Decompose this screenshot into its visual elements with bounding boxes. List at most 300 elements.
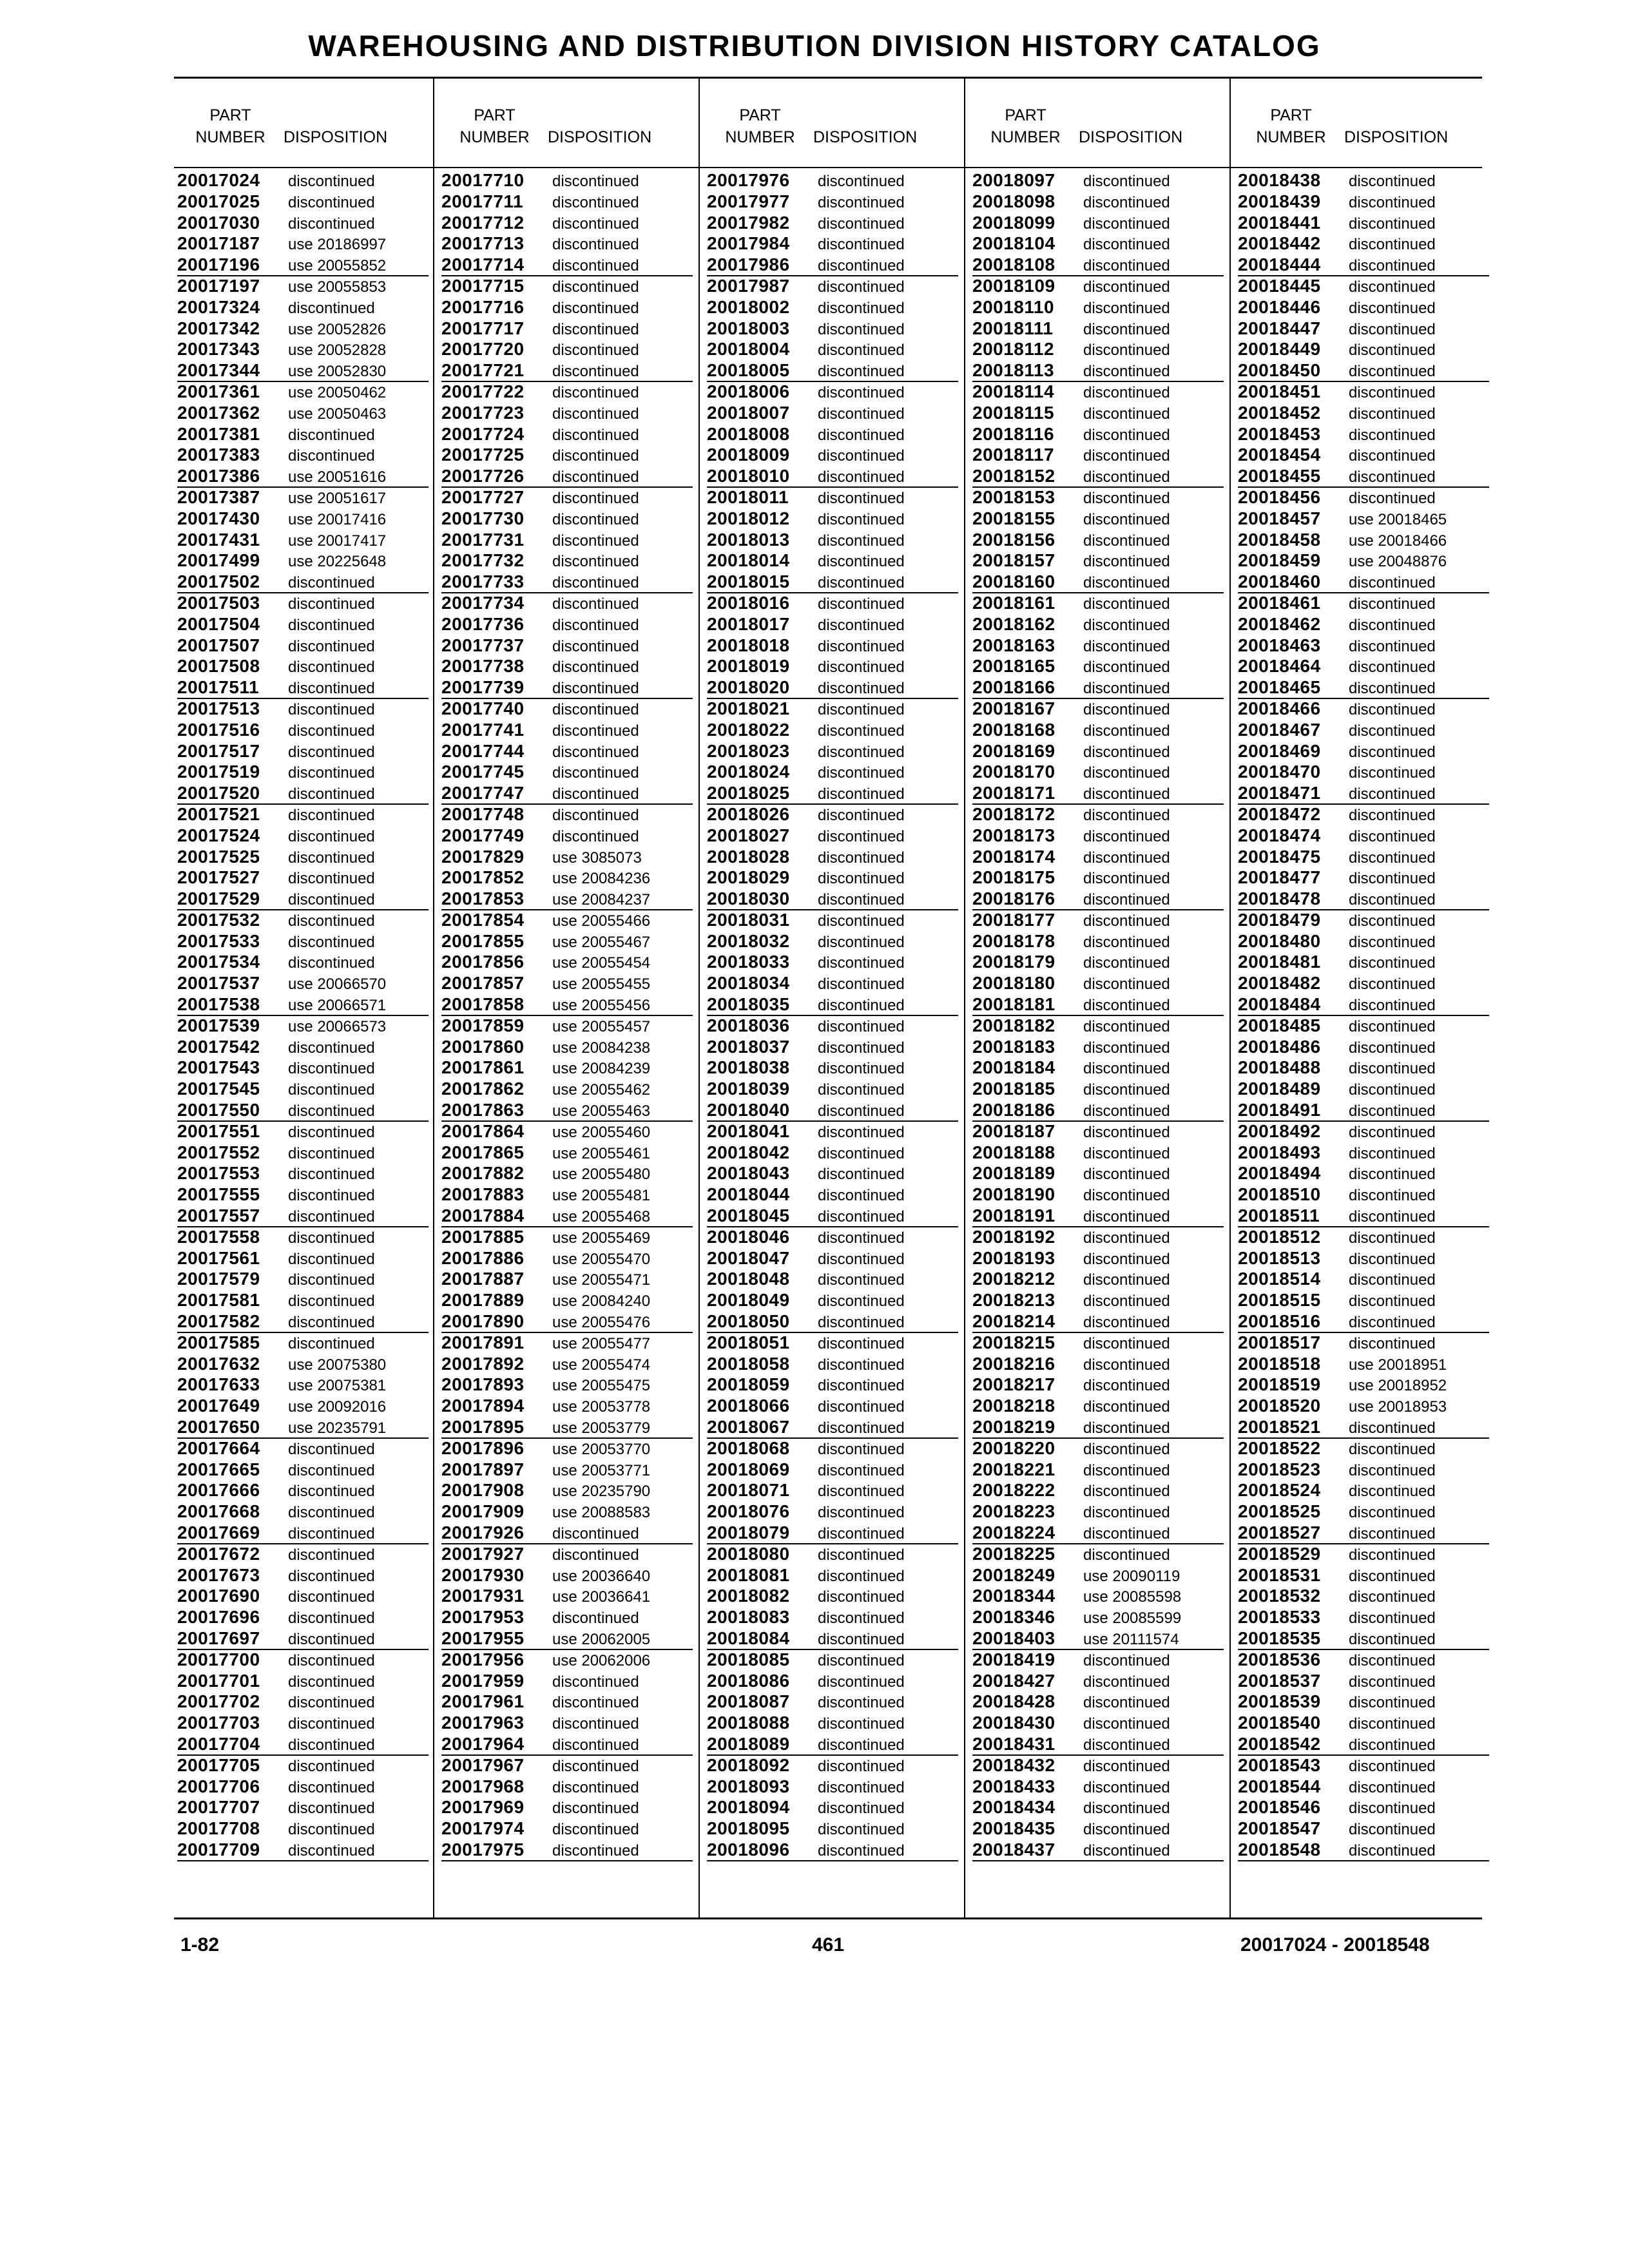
disposition-header: DISPOSITION: [1079, 128, 1183, 146]
part-number: 20018536: [1238, 1649, 1321, 1669]
part-number: 20017891: [441, 1332, 525, 1352]
disposition: discontinued: [1083, 1800, 1170, 1818]
catalog-row: [441, 742, 693, 763]
catalog-row: [177, 1692, 429, 1713]
part-number: 20017539: [177, 1015, 260, 1035]
part-number: 20017585: [177, 1332, 260, 1352]
disposition: discontinued: [818, 1334, 905, 1352]
disposition-header: DISPOSITION: [548, 128, 652, 146]
part-number: 20017956: [441, 1649, 525, 1669]
catalog-row: [1238, 1164, 1489, 1185]
part-number: 20017704: [177, 1733, 260, 1754]
part-number: 20018524: [1238, 1480, 1321, 1501]
catalog-row: [972, 551, 1224, 572]
disposition: discontinued: [1349, 891, 1436, 909]
catalog-row: [707, 657, 958, 678]
part-number: 20017702: [177, 1691, 260, 1712]
part-number: 20017717: [441, 318, 525, 338]
catalog-row: [1238, 1058, 1489, 1079]
catalog-row: [1238, 910, 1489, 932]
disposition: discontinued: [1349, 1841, 1436, 1860]
catalog-row: [441, 1354, 693, 1376]
catalog-row: [707, 762, 958, 783]
part-number: 20018076: [707, 1501, 790, 1522]
disposition: discontinued: [288, 891, 375, 909]
catalog-row: [707, 1143, 958, 1164]
catalog-row: [972, 509, 1224, 530]
catalog-row: [972, 657, 1224, 678]
disposition: use 20055474: [552, 1356, 651, 1374]
disposition: discontinued: [552, 743, 639, 761]
part-number: 20017969: [441, 1797, 525, 1818]
part-number: 20018160: [972, 572, 1055, 592]
disposition: discontinued: [1349, 1651, 1436, 1669]
catalog-row: [1238, 1460, 1489, 1481]
disposition: discontinued: [818, 722, 905, 740]
disposition: discontinued: [818, 510, 905, 528]
catalog-row: [972, 1058, 1224, 1079]
disposition: discontinued: [1083, 1736, 1170, 1754]
part-number: 20017721: [441, 360, 525, 381]
catalog-row: [441, 192, 693, 213]
part-number: 20018171: [972, 783, 1055, 803]
disposition: discontinued: [1349, 1778, 1436, 1796]
part-number: 20018517: [1238, 1332, 1321, 1352]
catalog-row: [441, 171, 693, 192]
catalog-row: [177, 1523, 429, 1544]
disposition: discontinued: [818, 1166, 905, 1184]
part-number: 20018435: [972, 1818, 1055, 1839]
part-number: 20018432: [972, 1754, 1055, 1775]
disposition: discontinued: [552, 510, 639, 528]
part-number: 20017984: [707, 233, 790, 254]
disposition: discontinued: [1083, 785, 1170, 803]
part-number: 20018186: [972, 1100, 1055, 1120]
catalog-row: [177, 1777, 429, 1798]
disposition: discontinued: [818, 1102, 905, 1120]
catalog-row: [972, 255, 1224, 276]
part-number: 20018492: [1238, 1120, 1321, 1141]
disposition: discontinued: [1349, 1757, 1436, 1775]
disposition: discontinued: [818, 1630, 905, 1648]
part-number: 20017525: [177, 846, 260, 867]
catalog-row: [441, 425, 693, 446]
part-number: 20018177: [972, 909, 1055, 930]
catalog-row: [177, 952, 429, 974]
disposition: use 20018953: [1349, 1398, 1447, 1416]
part-number: 20018163: [972, 635, 1055, 655]
part-number: 20018084: [707, 1628, 790, 1648]
part-number: 20018022: [707, 719, 790, 740]
part-number: 20018543: [1238, 1754, 1321, 1775]
catalog-row: [972, 1777, 1224, 1798]
disposition: discontinued: [818, 616, 905, 634]
part-number: 20017513: [177, 698, 260, 718]
disposition: discontinued: [288, 1821, 375, 1839]
disposition: discontinued: [818, 1250, 905, 1268]
disposition: discontinued: [1083, 997, 1170, 1015]
disposition: discontinued: [818, 954, 905, 972]
disposition: discontinued: [818, 426, 905, 444]
disposition: discontinued: [1349, 1715, 1436, 1733]
disposition: discontinued: [1083, 1778, 1170, 1796]
disposition: discontinued: [818, 320, 905, 338]
catalog-row: [441, 1629, 693, 1650]
part-number: 20018464: [1238, 656, 1321, 677]
disposition: discontinued: [818, 912, 905, 930]
part-number: 20017961: [441, 1691, 525, 1712]
catalog-row: [707, 1333, 958, 1354]
catalog-row: [1238, 1206, 1489, 1227]
disposition: discontinued: [818, 447, 905, 465]
catalog-row: [441, 361, 693, 382]
part-number: 20018214: [972, 1311, 1055, 1332]
disposition: discontinued: [552, 574, 639, 592]
catalog-row: [972, 1079, 1224, 1100]
disposition: use 20055456: [552, 997, 651, 1015]
catalog-row: [177, 1418, 429, 1439]
catalog-row: [177, 1735, 429, 1756]
part-number: 20017894: [441, 1396, 525, 1416]
part-number: 20017697: [177, 1628, 260, 1648]
part-number: 20018437: [972, 1839, 1055, 1860]
disposition: discontinued: [552, 722, 639, 740]
catalog-row: [177, 1798, 429, 1819]
catalog-row: [1238, 974, 1489, 995]
part-number: 20017715: [441, 275, 525, 296]
part-number: 20017861: [441, 1057, 525, 1078]
disposition: use 20017416: [288, 510, 387, 528]
catalog-row: [441, 1671, 693, 1693]
part-number: 20017930: [441, 1564, 525, 1585]
catalog-row: [972, 1249, 1224, 1270]
catalog-row: [1238, 889, 1489, 910]
disposition: discontinued: [1083, 1440, 1170, 1458]
part-number: 20018467: [1238, 719, 1321, 740]
disposition: discontinued: [1349, 1736, 1436, 1754]
catalog-row: [707, 1079, 958, 1100]
disposition: discontinued: [552, 764, 639, 782]
part-number: 20018450: [1238, 360, 1321, 381]
disposition: use 20085598: [1083, 1588, 1182, 1606]
catalog-row: [707, 551, 958, 572]
catalog-row: [1238, 1354, 1489, 1376]
disposition: discontinued: [288, 1736, 375, 1754]
catalog-row: [972, 1312, 1224, 1333]
disposition: discontinued: [1083, 1546, 1170, 1564]
disposition: use 20084240: [552, 1293, 651, 1311]
catalog-row: [1238, 213, 1489, 235]
catalog-row: [1238, 1185, 1489, 1206]
catalog-row: [707, 910, 958, 932]
catalog-row: [177, 805, 429, 826]
disposition: use 20051617: [288, 489, 387, 507]
part-number: 20018058: [707, 1353, 790, 1374]
disposition: use 20055461: [552, 1144, 651, 1162]
catalog-row: [972, 805, 1224, 826]
catalog-row: [972, 1692, 1224, 1713]
part-number: 20017897: [441, 1459, 525, 1479]
catalog-row: [441, 1756, 693, 1777]
part-number: 20018182: [972, 1015, 1055, 1035]
catalog-row: [1238, 340, 1489, 361]
disposition: discontinued: [1349, 236, 1436, 254]
disposition: discontinued: [1349, 954, 1436, 972]
disposition: discontinued: [288, 1081, 375, 1099]
part-number: 20017747: [441, 783, 525, 803]
disposition: discontinued: [552, 173, 639, 190]
disposition: discontinued: [1349, 1314, 1436, 1332]
disposition: discontinued: [1083, 215, 1170, 233]
disposition: discontinued: [1349, 1250, 1436, 1268]
part-number: 20018486: [1238, 1036, 1321, 1057]
part-number: 20018516: [1238, 1311, 1321, 1332]
catalog-row: [1238, 1713, 1489, 1735]
disposition: discontinued: [818, 933, 905, 951]
part-number: 20018036: [707, 1015, 790, 1035]
part-number: 20018109: [972, 275, 1055, 296]
disposition: discontinued: [818, 1017, 905, 1035]
part-number: 20018037: [707, 1036, 790, 1057]
part-number: 20017672: [177, 1543, 260, 1564]
disposition: discontinued: [288, 447, 375, 465]
catalog-row: [972, 995, 1224, 1016]
catalog-row: [177, 255, 429, 276]
disposition: discontinued: [1349, 363, 1436, 381]
catalog-row: [441, 1418, 693, 1439]
disposition: discontinued: [1349, 827, 1436, 845]
part-number: 20017649: [177, 1396, 260, 1416]
disposition: discontinued: [1083, 574, 1170, 592]
part-number: 20017707: [177, 1797, 260, 1818]
part-number: 20018167: [972, 698, 1055, 718]
column-header: [177, 79, 429, 166]
catalog-row: [177, 1840, 429, 1861]
catalog-row: [441, 889, 693, 910]
column-divider: [433, 79, 434, 1919]
disposition: discontinued: [818, 1504, 905, 1522]
disposition: use 20055455: [552, 975, 651, 994]
rows: [972, 171, 1224, 1861]
disposition: use 20050462: [288, 383, 387, 401]
part-number: 20017633: [177, 1374, 260, 1395]
disposition: discontinued: [1083, 1525, 1170, 1542]
catalog-row: [177, 1650, 429, 1671]
part-number: 20018162: [972, 613, 1055, 634]
disposition: discontinued: [552, 595, 639, 613]
part-number: 20017884: [441, 1206, 525, 1226]
part-number: 20018174: [972, 846, 1055, 867]
disposition: use 20090119: [1083, 1567, 1181, 1585]
part-number: 20018104: [972, 233, 1055, 254]
catalog-row: [441, 213, 693, 235]
part-number: 20018546: [1238, 1797, 1321, 1818]
disposition: use 20075381: [288, 1377, 387, 1395]
disposition-header: DISPOSITION: [813, 128, 918, 146]
catalog-row: [707, 805, 958, 826]
disposition: use 20084236: [552, 870, 651, 888]
disposition: discontinued: [288, 1673, 375, 1691]
disposition: use 20088583: [552, 1504, 651, 1522]
catalog-row: [441, 1037, 693, 1059]
catalog-row: [177, 593, 429, 615]
part-number: 20018117: [972, 445, 1055, 465]
part-number: 20018452: [1238, 402, 1321, 423]
part-number: 20018542: [1238, 1733, 1321, 1754]
disposition: discontinued: [288, 1144, 375, 1162]
part-number: 20018024: [707, 762, 790, 782]
disposition: discontinued: [288, 1694, 375, 1712]
disposition: discontinued: [818, 658, 905, 677]
disposition: discontinued: [1349, 574, 1436, 592]
page-number: 461: [812, 1934, 845, 1956]
catalog-row: [441, 615, 693, 636]
part-number: 20018463: [1238, 635, 1321, 655]
catalog-row: [1238, 298, 1489, 319]
disposition: discontinued: [1083, 257, 1170, 275]
catalog-row: [1238, 1418, 1489, 1439]
part-number: 20018012: [707, 508, 790, 528]
part-number: 20018094: [707, 1797, 790, 1818]
catalog-row: [972, 1375, 1224, 1396]
disposition: discontinued: [818, 1736, 905, 1754]
part-number: 20017734: [441, 592, 525, 613]
disposition: discontinued: [1349, 1630, 1436, 1648]
catalog-row: [1238, 699, 1489, 720]
part-number: 20017736: [441, 613, 525, 634]
disposition: use 20018951: [1349, 1356, 1447, 1374]
part-number: 20018045: [707, 1206, 790, 1226]
catalog-row: [707, 488, 958, 509]
column-divider: [1229, 79, 1231, 1919]
disposition: use 20066573: [288, 1017, 387, 1035]
part-number: 20017889: [441, 1290, 525, 1311]
part-number: 20017737: [441, 635, 525, 655]
disposition: use 20055475: [552, 1377, 651, 1395]
disposition: discontinued: [1349, 997, 1436, 1015]
part-number-header: PART NUMBER: [725, 106, 795, 146]
part-number: 20017666: [177, 1480, 260, 1501]
rows: [441, 171, 693, 1861]
part-number: 20018491: [1238, 1100, 1321, 1120]
disposition: discontinued: [1083, 299, 1170, 317]
part-number: 20017343: [177, 339, 260, 360]
disposition: discontinued: [1083, 658, 1170, 677]
part-number: 20018532: [1238, 1586, 1321, 1606]
part-number: 20018043: [707, 1163, 790, 1184]
catalog-row: [1238, 826, 1489, 847]
part-number: 20018026: [707, 803, 790, 824]
disposition: use 20051616: [288, 468, 387, 486]
part-number: 20017720: [441, 339, 525, 360]
catalog-row: [972, 340, 1224, 361]
disposition: discontinued: [1083, 1419, 1170, 1437]
catalog-row: [177, 361, 429, 382]
part-number: 20018047: [707, 1247, 790, 1268]
part-number: 20018099: [972, 212, 1055, 233]
part-number: 20018513: [1238, 1247, 1321, 1268]
catalog-row: [1238, 615, 1489, 636]
disposition: discontinued: [1083, 1039, 1170, 1057]
disposition: discontinued: [818, 1144, 905, 1162]
part-number: 20018089: [707, 1733, 790, 1754]
disposition: discontinued: [818, 1229, 905, 1247]
part-number: 20018453: [1238, 423, 1321, 444]
catalog-row: [177, 1100, 429, 1122]
part-number: 20017538: [177, 994, 260, 1015]
part-number: 20017543: [177, 1057, 260, 1078]
disposition: discontinued: [1083, 595, 1170, 613]
part-number: 20018066: [707, 1396, 790, 1416]
part-number: 20017709: [177, 1839, 260, 1860]
part-number: 20017727: [441, 486, 525, 507]
disposition: discontinued: [818, 595, 905, 613]
disposition: discontinued: [818, 1800, 905, 1818]
part-number: 20017361: [177, 381, 260, 401]
catalog-row: [707, 319, 958, 340]
disposition: discontinued: [1349, 1123, 1436, 1141]
part-number: 20017852: [441, 867, 525, 888]
catalog-row: [1238, 488, 1489, 509]
part-number: 20018457: [1238, 508, 1321, 528]
part-number: 20018083: [707, 1607, 790, 1628]
catalog-row: [707, 1650, 958, 1671]
disposition: discontinued: [818, 553, 905, 571]
part-number: 20018067: [707, 1417, 790, 1437]
disposition: discontinued: [1083, 1673, 1170, 1691]
catalog-row: [972, 1735, 1224, 1756]
catalog-row: [972, 1460, 1224, 1481]
part-number: 20018539: [1238, 1691, 1321, 1712]
part-number: 20018192: [972, 1226, 1055, 1247]
catalog-row: [441, 1777, 693, 1798]
catalog-column-2: [441, 79, 693, 1861]
part-number: 20018044: [707, 1184, 790, 1205]
part-number: 20018008: [707, 423, 790, 444]
part-number: 20017887: [441, 1269, 525, 1289]
part-number: 20017582: [177, 1311, 260, 1332]
catalog-row: [177, 1037, 429, 1059]
disposition: discontinued: [1349, 383, 1436, 401]
part-number: 20018475: [1238, 846, 1321, 867]
disposition: discontinued: [818, 489, 905, 507]
catalog-row: [1238, 1375, 1489, 1396]
part-number: 20017533: [177, 930, 260, 951]
part-number: 20018462: [1238, 613, 1321, 634]
part-number: 20017974: [441, 1818, 525, 1839]
catalog-row: [972, 213, 1224, 235]
catalog-row: [1238, 319, 1489, 340]
catalog-row: [972, 1291, 1224, 1312]
disposition: discontinued: [1349, 1187, 1436, 1205]
catalog-row: [441, 1481, 693, 1502]
disposition: discontinued: [552, 532, 639, 550]
catalog-row: [972, 1671, 1224, 1693]
catalog-row: [972, 1037, 1224, 1059]
part-number: 20018013: [707, 529, 790, 550]
catalog-row: [1238, 783, 1489, 805]
catalog-row: [1238, 678, 1489, 699]
disposition: use 20055467: [552, 933, 651, 951]
disposition: discontinued: [288, 1314, 375, 1332]
part-number: 20018433: [972, 1776, 1055, 1796]
part-number: 20017700: [177, 1649, 260, 1669]
disposition: discontinued: [288, 1123, 375, 1141]
catalog-row: [972, 361, 1224, 382]
part-number: 20018519: [1238, 1374, 1321, 1395]
part-number: 20018166: [972, 677, 1055, 698]
part-number: 20018080: [707, 1543, 790, 1564]
